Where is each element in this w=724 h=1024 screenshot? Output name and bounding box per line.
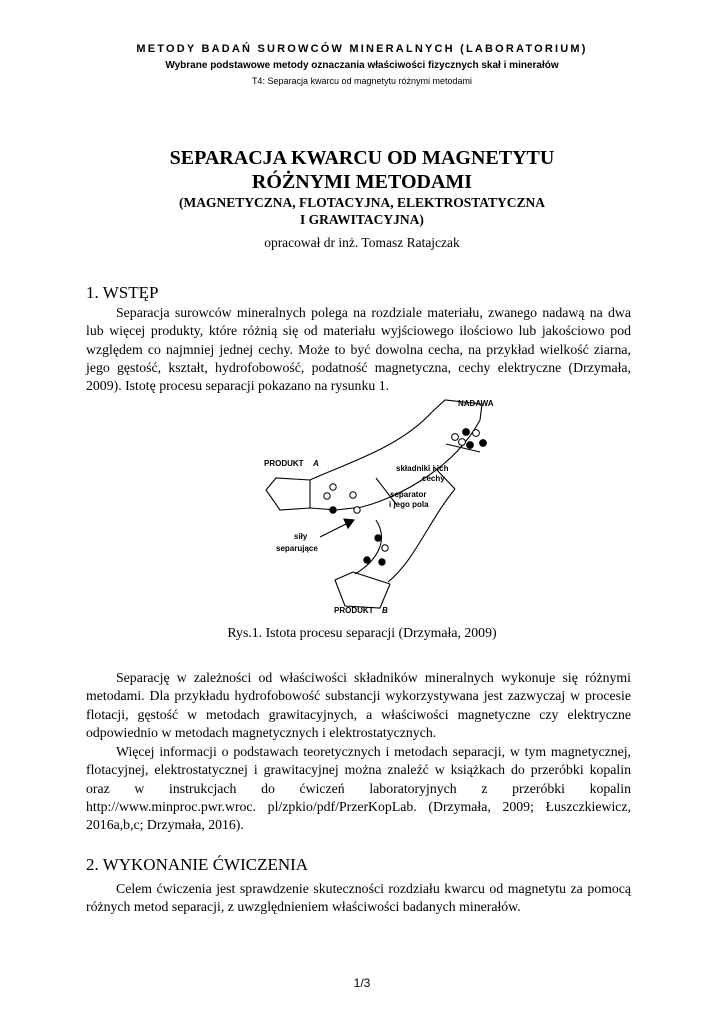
header-subtitle: Wybrane podstawowe metody oznaczania właściwości fizycznych skał i minerałów	[165, 60, 559, 71]
intro-paragraph-1: Separacja surowców mineralnych polega na rozdziale materiału, zwanego nadawą na dwa lub więcej produkty, które różnią się od materiału wyjściowego ilościowo lub jakościowo pod względem co najmniej jednej cechy. Może to być dowolna cecha, na przykład wielkość ziarna, jego gęstość, kształt, hydrofobowość, podatność magnetyczna, cechy elektryczne (Drzymała, 2009). Istotę procesu separacji pokazano na rysunku 1.	[86, 305, 631, 394]
separation-diagram	[250, 392, 510, 620]
label-skladniki-1: składniki i ich	[396, 464, 449, 473]
particle-light	[459, 439, 466, 446]
particle-dark	[364, 557, 370, 563]
particle-dark	[379, 559, 385, 565]
particle-light	[452, 434, 459, 441]
particle-light	[324, 493, 330, 499]
intro-paragraph-3: Więcej informacji o podstawach teoretycznych i metodach separacji, w tym magnetycznej, flotacyjnej, elektrostatycznej i grawitacyjnej można znaleźć w książkach do przeróbki kopalin oraz w instrukcjach do ćwiczeń laboratoryjnych z przeróbki kopalin http://www.minproc.pwr.wroc. pl/zpkio/pdf/PrzerKopLab. (Drzymała, 2009; Łuszczkiewicz, 2016a,b,c; Drzymała, 2016).	[86, 744, 631, 833]
intro-paragraph-2: Separację w zależności od właściwości składników mineralnych wykonuje się różnymi metodami. Dla przykładu hydrofobowość substancji wykorzystywana jest zazwyczaj w procesie flotacji, gęstość w metodach grawitacyjnych, a właściwości magnetyczne czy elektryczne odpowiednio w metodach magnetycznych i elektrostatycznych.	[86, 670, 631, 740]
particle-dark	[467, 442, 474, 449]
procedure-paragraph-1: Celem ćwiczenia jest sprawdzenie skuteczności rozdziału kwarcu od magnetytu za pomocą różnych metod separacji, z uwzględnieniem właściwości badanych minerałów.	[86, 881, 631, 915]
label-skladniki-2: cechy	[422, 474, 445, 483]
particle-light	[350, 492, 356, 498]
particle-light	[473, 430, 480, 437]
page-number: 1/3	[353, 976, 371, 990]
particle-dark	[330, 507, 336, 513]
document-title-line-1: SEPARACJA KWARCU OD MAGNETYTU	[169, 147, 555, 169]
section-heading-procedure: 2. WYKONANIE ĆWICZENIA	[86, 855, 309, 874]
author-line: opracował dr inż. Tomasz Ratajczak	[264, 235, 460, 250]
label-produkt-a: PRODUKT	[264, 459, 304, 468]
label-separator-1: separator	[390, 490, 427, 499]
separating-force-arrow	[320, 522, 350, 537]
particle-light	[354, 507, 360, 513]
header-topic: T4: Separacja kwarcu od magnetytu różnymi metodami	[251, 76, 473, 86]
separating-force-arrowhead	[344, 519, 354, 528]
particle-dark	[480, 440, 487, 447]
document-subtitle-line-2: I GRAWITACYJNA)	[300, 212, 424, 227]
document-subtitle-line-1: (MAGNETYCZNA, FLOTACYJNA, ELEKTROSTATYCZNA	[178, 195, 546, 210]
document-title-line-2: RÓŻNYMI METODAMI	[251, 171, 473, 193]
label-separator-2: i jego pola	[389, 500, 429, 509]
header-series-title: METODY BADAŃ SUROWCÓW MINERALNYCH (LABORATORIUM)	[136, 43, 588, 55]
particle-dark	[463, 429, 470, 436]
label-b: B	[382, 606, 388, 615]
label-produkt-b: PRODUKT	[334, 606, 374, 615]
feed-particles	[452, 429, 487, 449]
product-b-branch	[355, 520, 381, 574]
product-b-chute	[335, 572, 390, 608]
label-a: A	[313, 459, 319, 468]
label-nadawa: NADAWA	[458, 399, 494, 408]
label-sily-2: separujące	[276, 544, 318, 553]
product-b-particles	[364, 535, 388, 565]
particle-light	[382, 545, 388, 551]
label-sily-1: siły	[294, 532, 308, 541]
particle-light	[330, 484, 336, 490]
section-heading-intro: 1. WSTĘP	[86, 283, 159, 302]
product-b-divider	[353, 572, 390, 584]
figure-caption: Rys.1. Istota procesu separacji (Drzymała, 2009)	[227, 625, 497, 640]
particle-dark	[375, 535, 381, 541]
